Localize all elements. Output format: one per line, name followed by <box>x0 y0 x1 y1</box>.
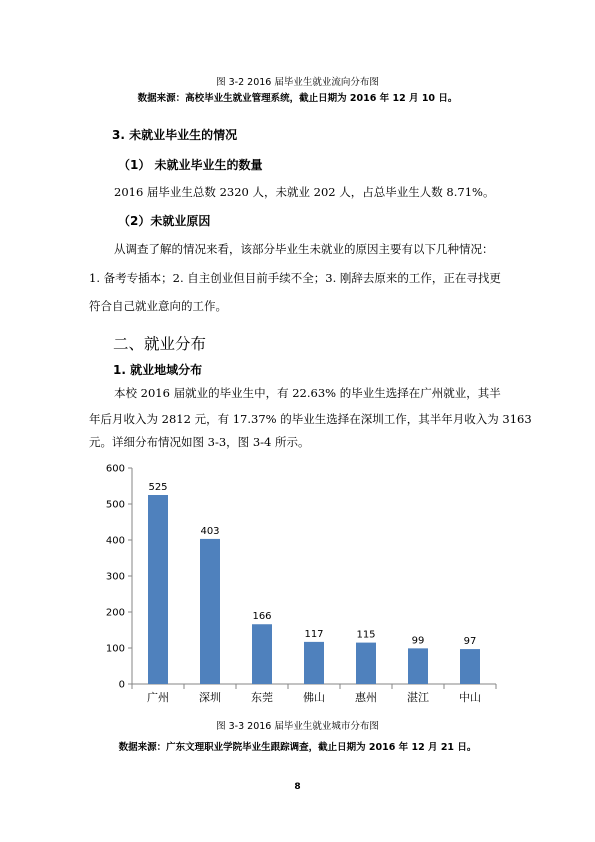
bar-2 <box>252 624 272 684</box>
distribution-para-line-3: 元。详细分布情况如图 3-3，图 3-4 所示。 <box>89 435 310 449</box>
y-tick-label-2: 200 <box>105 607 125 619</box>
figure-3-3-source: 数据来源：广东文理职业学院毕业生跟踪调查，截止日期为 2016 年 12 月 21 日。 <box>118 742 477 753</box>
distribution-para-line-2: 年后月收入为 2812 元，有 17.37% 的毕业生选择在深圳工作，其半年月收入为 3163 <box>89 412 532 426</box>
data-label-6: 97 <box>463 636 477 648</box>
category-label-5: 湛江 <box>407 691 429 704</box>
category-label-0: 广州 <box>147 691 169 704</box>
bar-1 <box>200 539 220 684</box>
reasons-line-2: 1. 备考专插本；2. 自主创业但目前手续不全；3. 刚辞去原来的工作，正在寻找更 <box>89 271 501 285</box>
figure-3-2-caption: 图 3-2 2016 届毕业生就业流向分布图 <box>216 77 379 88</box>
figure-3-2-source: 数据来源：高校毕业生就业管理系统，截止日期为 2016 年 12 月 10 日。 <box>137 93 458 104</box>
data-label-3: 117 <box>304 628 324 640</box>
category-label-1: 深圳 <box>199 691 221 704</box>
figure-3-3-caption: 图 3-3 2016 届毕业生就业城市分布图 <box>216 721 379 732</box>
data-label-4: 115 <box>356 629 376 641</box>
y-tick-label-5: 500 <box>105 499 125 511</box>
category-label-6: 中山 <box>459 691 481 704</box>
category-label-2: 东莞 <box>251 691 273 704</box>
subsection-2-heading: （2）未就业原因 <box>118 214 211 228</box>
part-2-heading: 二、就业分布 <box>113 335 207 353</box>
y-tick-label-0: 0 <box>118 679 125 691</box>
category-label-4: 惠州 <box>355 691 377 704</box>
y-tick-label-3: 300 <box>105 571 125 583</box>
page-number: 8 <box>294 782 301 792</box>
bar-6 <box>460 649 480 684</box>
distribution-para-line-1: 本校 2016 届就业的毕业生中，有 22.63% 的毕业生选择在广州就业，其半 <box>114 386 501 400</box>
data-label-5: 99 <box>411 635 425 647</box>
reasons-line-1: 从调查了解的情况来看，该部分毕业生未就业的原因主要有以下几种情况： <box>114 242 494 256</box>
data-label-0: 525 <box>148 482 168 493</box>
unemployed-count-text: 2016 届毕业生总数 2320 人，未就业 202 人，占总毕业生人数 8.71%。 <box>114 185 495 199</box>
bar-0 <box>148 495 168 684</box>
regional-distribution-heading: 1. 就业地域分布 <box>113 363 203 377</box>
section-3-heading: 3. 未就业毕业生的情况 <box>112 128 238 142</box>
data-label-1: 403 <box>200 525 220 537</box>
bar-5 <box>408 648 428 684</box>
employment-city-bar-chart <box>105 462 512 712</box>
bar-4 <box>356 643 376 684</box>
y-tick-label-1: 100 <box>105 643 125 655</box>
reasons-line-3: 符合自己就业意向的工作。 <box>89 299 227 313</box>
bar-3 <box>304 642 324 684</box>
y-tick-label-6: 600 <box>105 463 125 475</box>
y-tick-label-4: 400 <box>105 535 125 547</box>
subsection-1-heading: （1） 未就业毕业生的数量 <box>118 158 263 172</box>
category-label-3: 佛山 <box>303 691 325 704</box>
data-label-2: 166 <box>252 611 272 623</box>
